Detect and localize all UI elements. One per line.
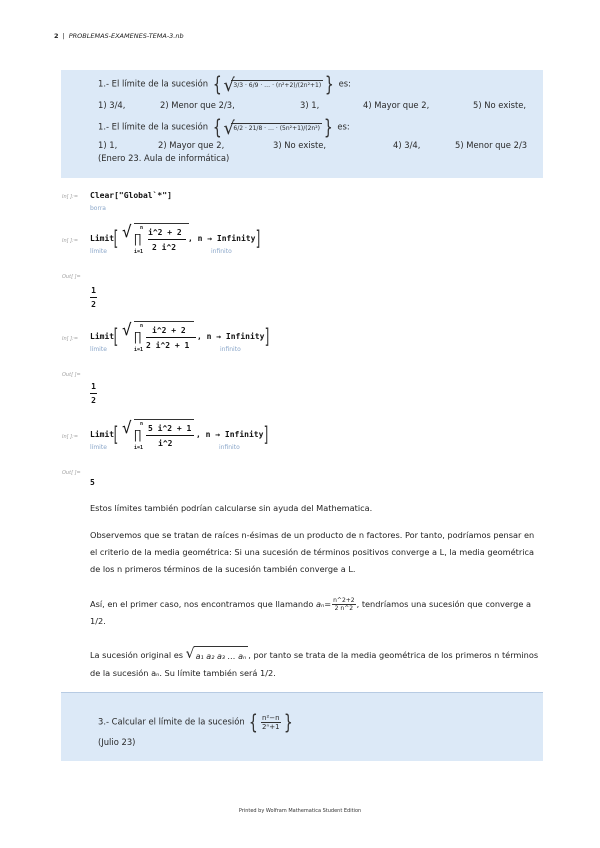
- left-brace: {: [212, 72, 222, 96]
- paragraph-3: [90, 596, 540, 630]
- output-bar: [90, 297, 97, 298]
- fraction-bar: [146, 337, 196, 338]
- product-lower: i=1: [134, 249, 144, 255]
- limit-input-1[interactable]: [90, 234, 114, 243]
- output-label: Out[ ]=: [62, 470, 81, 476]
- fraction-denominator: 2 i^2 + 1: [146, 341, 190, 350]
- bracket-open: [: [113, 226, 119, 250]
- fraction-denominator: 2 i^2: [152, 243, 177, 252]
- right-brace: }: [283, 710, 293, 734]
- page-number: 2: [54, 32, 59, 40]
- output-numerator: 1: [91, 382, 96, 391]
- q2-es: es:: [337, 121, 350, 132]
- limit-arrow: , n → Infinity: [197, 332, 265, 341]
- q3-numerator: n²−n: [262, 713, 280, 722]
- output-2: [90, 382, 97, 405]
- q2-option-5: 5) Menor que 2/3: [455, 140, 528, 150]
- limit-keyword: Limit: [90, 430, 115, 439]
- output-label: Out[ ]=: [62, 372, 81, 378]
- radical-bar: [134, 321, 194, 322]
- bracket-open: [: [113, 422, 119, 446]
- limit-hint: límite: [90, 346, 107, 353]
- limit-input-2[interactable]: [90, 332, 114, 341]
- input-label: In[ ]:=: [62, 194, 79, 200]
- page-header: [54, 32, 184, 40]
- q2-option-3: 3) No existe,: [273, 140, 327, 150]
- product-lower: i=1: [134, 347, 144, 353]
- header-separator: |: [62, 32, 65, 40]
- clear-hint: borra: [90, 205, 106, 212]
- limit-arrow: , n → Infinity: [196, 430, 264, 439]
- q1-option-4: 4) Mayor que 2,: [363, 100, 430, 110]
- q2-source: (Enero 23. Aula de informática): [98, 153, 230, 163]
- bracket-close: ]: [264, 324, 270, 348]
- limit-hint: límite: [90, 248, 107, 255]
- q2-option-1: 1) 1,: [98, 140, 118, 150]
- radical-bar: [134, 223, 189, 224]
- product-lower: i=1: [134, 445, 144, 451]
- q1-option-3: 3) 1,: [300, 100, 320, 110]
- paragraph-4: [90, 646, 540, 682]
- q2-option-4: 4) 3/4,: [393, 140, 421, 150]
- q3-denominator: 2ⁿ+1: [262, 722, 280, 731]
- question-box-1: [61, 70, 543, 178]
- input-label: In[ ]:=: [62, 238, 79, 244]
- q2-expression: 6/2 · 21/8 · … · (5n²+1)/(2n²): [233, 125, 320, 132]
- output-bar: [90, 393, 97, 394]
- product-icon: ∏: [134, 428, 142, 442]
- fraction-numerator: i^2 + 2: [152, 326, 186, 335]
- q3-source: (Julio 23): [98, 737, 136, 747]
- an-symbol: aₙ=: [315, 599, 332, 609]
- q2-option-2: 2) Mayor que 2,: [158, 140, 225, 150]
- root-content: a₁ a₂ a₃ … aₙ: [194, 646, 249, 665]
- paragraph-2: Observemos que se tratan de raíces n-ésimas de un producto de n factores. Por tanto, podríamos pensar en el criterio de la media geométrica: Si una sucesión de términos positivos converge a L, la media geométrica de los n primeros términos de la sucesión también converge a L.: [90, 530, 535, 574]
- q2-statement: [98, 115, 350, 139]
- output-denominator: 2: [91, 396, 96, 405]
- notebook-title: PROBLEMAS-EXAMENES-TEMA-3.nb: [68, 32, 184, 40]
- fraction-bar: [148, 239, 186, 240]
- infinity-hint: infinito: [211, 248, 232, 255]
- radical-icon: √: [122, 222, 132, 241]
- q1-radical: √ 3/3 · 6/9 · … · (n²+2)/(2n²+1): [223, 75, 322, 96]
- q1-option-2: 2) Menor que 2/3,: [160, 100, 235, 110]
- q2-intro: 1.- El límite de la sucesión: [98, 121, 208, 132]
- output-denominator: 2: [91, 300, 96, 309]
- q1-statement: [98, 72, 351, 96]
- left-brace: {: [212, 115, 222, 139]
- right-brace: }: [323, 115, 333, 139]
- product-upper: n: [140, 421, 144, 427]
- product-upper: n: [140, 323, 144, 329]
- radical-bar: [134, 419, 194, 420]
- output-3: 5: [90, 478, 95, 487]
- root-expression: √ a₁ a₂ a₃ … aₙ: [186, 646, 249, 665]
- q1-intro: 1.- El límite de la sucesión: [98, 78, 208, 89]
- an-fraction: [332, 597, 356, 612]
- q1-option-5: 5) No existe,: [473, 100, 527, 110]
- question-box-3: [61, 692, 543, 761]
- output-numerator: 1: [91, 286, 96, 295]
- an-numerator: n^2+2: [333, 597, 355, 604]
- paragraph-4-end: , por tanto se trata de la media geométrica de los primeros n términos de la sucesión aₙ. Su límite también será 1/2.: [90, 650, 539, 678]
- bracket-close: ]: [263, 422, 269, 446]
- output-label: Out[ ]=: [62, 274, 81, 280]
- an-denominator: 2 n^2: [334, 605, 354, 612]
- bracket-open: [: [113, 324, 119, 348]
- paragraph-4-start: La sucesión original es: [90, 650, 184, 660]
- limit-arrow: , n → Infinity: [188, 234, 256, 243]
- print-footer: Printed by Wolfram Mathematica Student Edition: [238, 808, 362, 814]
- q2-radical: √ 6/2 · 21/8 · … · (5n²+1)/(2n²): [223, 118, 320, 139]
- product-icon: ∏: [134, 232, 142, 246]
- output-1: [90, 286, 97, 309]
- limit-keyword: Limit: [90, 332, 115, 341]
- radical-icon: √: [122, 320, 132, 339]
- limit-hint: límite: [90, 444, 107, 451]
- paragraph-1: Estos límites también podrían calcularse sin ayuda del Mathematica.: [90, 503, 373, 513]
- bracket-close: ]: [255, 226, 261, 250]
- q3-fraction: [261, 714, 281, 731]
- input-label: In[ ]:=: [62, 336, 79, 342]
- product-upper: n: [140, 225, 144, 231]
- radical-icon: √: [122, 418, 132, 437]
- q1-es: es:: [338, 78, 351, 89]
- q1-expression: 3/3 · 6/9 · … · (n²+2)/(2n²+1): [233, 82, 322, 89]
- paragraph-3-end: , tendríamos una sucesión que converge a 1/2.: [90, 599, 531, 626]
- q3-statement: [98, 710, 294, 734]
- left-brace: {: [249, 710, 259, 734]
- fraction-bar: [146, 435, 194, 436]
- limit-keyword: Limit: [90, 234, 115, 243]
- paragraph-3-start: Así, en el primer caso, nos encontramos que llamando: [90, 599, 314, 609]
- product-icon: ∏: [134, 330, 142, 344]
- fraction-denominator: i^2: [158, 439, 173, 448]
- q1-option-1: 1) 3/4,: [98, 100, 126, 110]
- q3-intro: 3.- Calcular el límite de la sucesión: [98, 716, 245, 727]
- infinity-hint: infinito: [219, 444, 240, 451]
- infinity-hint: infinito: [220, 346, 241, 353]
- fraction-numerator: 5 i^2 + 1: [148, 424, 192, 433]
- fraction-numerator: i^2 + 2: [148, 228, 182, 237]
- right-brace: }: [325, 72, 335, 96]
- limit-input-3[interactable]: [90, 430, 114, 439]
- clear-input[interactable]: Clear["Global`*"]: [90, 191, 172, 200]
- input-label: In[ ]:=: [62, 434, 79, 440]
